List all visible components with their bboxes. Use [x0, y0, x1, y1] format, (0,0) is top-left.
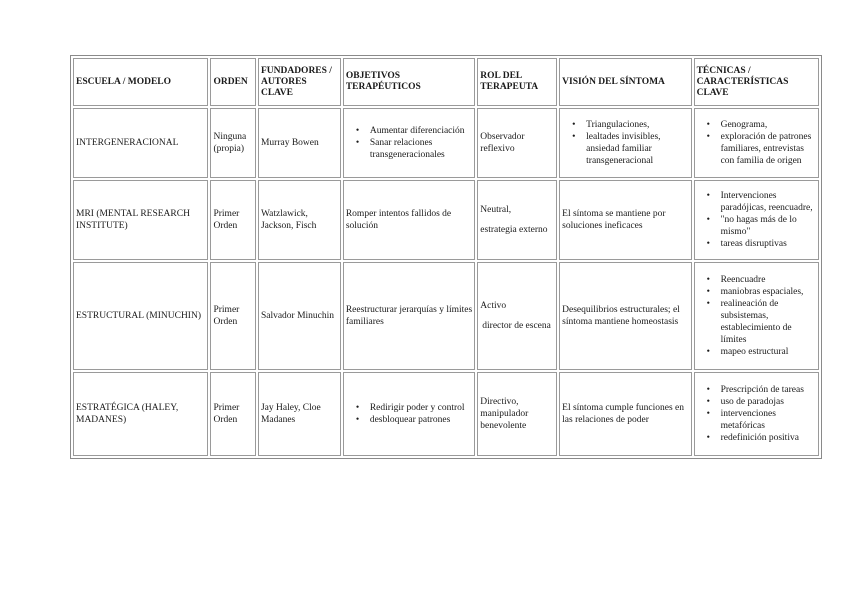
order-cell: Primer Orden — [210, 372, 255, 456]
list-item: • Reencuadre — [706, 275, 766, 285]
symptom-cell: El síntoma cumple funciones en las relaciones de poder — [559, 372, 691, 456]
header-school: ESCUELA / MODELO — [73, 58, 208, 106]
list-item: • tareas disruptivas — [706, 239, 787, 249]
list-item: • "no hagas más de lo mismo" — [706, 215, 797, 237]
role-cell: Directivo, manipulador benevolente — [477, 372, 557, 456]
list-item: • maniobras espaciales, — [706, 287, 804, 297]
school-cell: INTERGENERACIONAL — [73, 108, 208, 178]
family-therapy-schools-table — [70, 55, 822, 459]
objectives-list — [346, 125, 472, 161]
symptom-cell — [559, 108, 691, 178]
role-cell: Observador reflexivo — [477, 108, 557, 178]
bullet-icon: • — [706, 239, 710, 249]
header-role: ROL DEL TERAPEUTA — [477, 58, 557, 106]
table-row — [73, 372, 819, 456]
order-cell: Primer Orden — [210, 180, 255, 260]
header-objectives: OBJETIVOS TERAPÉUTICOS — [343, 58, 475, 106]
bullet-icon: • — [706, 132, 710, 142]
techniques-cell — [694, 262, 819, 370]
techniques-list — [697, 190, 816, 250]
bullet-icon: • — [355, 126, 360, 136]
table-row — [73, 108, 819, 178]
list-item: • Prescripción de tareas — [706, 385, 804, 395]
bullet-icon: • — [355, 138, 360, 148]
list-item: • mapeo estructural — [706, 347, 789, 357]
list-item: • intervenciones metafóricas — [706, 409, 776, 431]
objectives-cell: Romper intentos fallidos de solución — [343, 180, 475, 260]
header-order: ORDEN — [210, 58, 255, 106]
list-item: • lealtades invisibles, ansiedad familiar transgeneracional — [572, 132, 661, 166]
school-cell: ESTRATÉGICA (HALEY, MADANES) — [73, 372, 208, 456]
symptom-cell: Desequilibrios estructurales; el síntoma mantiene homeostasis — [559, 262, 691, 370]
techniques-cell — [694, 180, 819, 260]
founders-cell: Salvador Minuchin — [258, 262, 341, 370]
objectives-cell — [343, 372, 475, 456]
bullet-icon: • — [706, 433, 710, 443]
list-item: • exploración de patrones familiares, entrevistas con familia de origen — [706, 132, 812, 166]
list-item: • redefinición positiva — [706, 433, 799, 443]
header-founders: FUNDADORES / AUTORES CLAVE — [258, 58, 341, 106]
bullet-icon: • — [706, 287, 710, 297]
role-cell: Neutral, estrategia externo — [477, 180, 557, 260]
list-item: • Triangulaciones, — [572, 120, 650, 130]
techniques-list — [697, 384, 816, 444]
list-item: • Intervenciones paradójicas, reencuadre, — [706, 191, 813, 213]
bullet-icon: • — [706, 275, 710, 285]
list-item: • desbloquear patrones — [355, 415, 451, 425]
bullet-icon: • — [355, 415, 360, 425]
symptom-list — [562, 119, 688, 167]
bullet-icon: • — [706, 215, 710, 225]
techniques-list — [697, 274, 816, 358]
objectives-list — [346, 402, 472, 426]
techniques-list — [697, 119, 816, 167]
techniques-cell — [694, 372, 819, 456]
bullet-icon: • — [706, 385, 710, 395]
bullet-icon: • — [706, 191, 710, 201]
bullet-icon: • — [706, 120, 710, 130]
list-item: • Genograma, — [706, 120, 768, 130]
founders-cell: Murray Bowen — [258, 108, 341, 178]
school-cell: ESTRUCTURAL (MINUCHIN) — [73, 262, 208, 370]
school-cell: MRI (MENTAL RESEARCH INSTITUTE) — [73, 180, 208, 260]
header-symptom: VISIÓN DEL SÍNTOMA — [559, 58, 691, 106]
list-item: • Redirigir poder y control — [355, 403, 465, 413]
bullet-icon: • — [572, 132, 576, 142]
header-techniques: TÉCNICAS / CARACTERÍSTICAS CLAVE — [694, 58, 819, 106]
table-header-row — [73, 58, 819, 106]
objectives-cell: Reestructurar jerarquías y límites familiares — [343, 262, 475, 370]
list-item: • Sanar relaciones transgeneracionales — [355, 138, 445, 160]
bullet-icon: • — [706, 347, 710, 357]
role-cell: Activo director de escena — [477, 262, 557, 370]
founders-cell: Watzlawick, Jackson, Fisch — [258, 180, 341, 260]
objectives-cell — [343, 108, 475, 178]
techniques-cell — [694, 108, 819, 178]
list-item: • Aumentar diferenciación — [355, 126, 465, 136]
bullet-icon: • — [706, 409, 710, 419]
table-row — [73, 262, 819, 370]
table-row — [73, 180, 819, 260]
founders-cell: Jay Haley, Cloe Madanes — [258, 372, 341, 456]
bullet-icon: • — [572, 120, 576, 130]
bullet-icon: • — [706, 397, 710, 407]
list-item: • uso de paradojas — [706, 397, 784, 407]
bullet-icon: • — [355, 403, 360, 413]
symptom-cell: El síntoma se mantiene por soluciones ineficaces — [559, 180, 691, 260]
order-cell: Ninguna (propia) — [210, 108, 255, 178]
order-cell: Primer Orden — [210, 262, 255, 370]
bullet-icon: • — [706, 299, 710, 309]
list-item: • realineación de subsistemas, establecimiento de límites — [706, 299, 792, 345]
